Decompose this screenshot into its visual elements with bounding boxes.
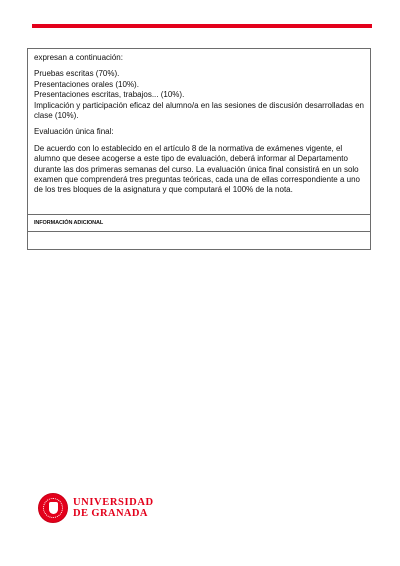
university-logo (38, 493, 154, 523)
single-eval-text: De acuerdo con lo establecido en el artículo 8 de la normativa de exámenes vigente, el alumno que desee acogerse a este tipo de evaluación, deberá informar al Departamento durante las dos primeras semanas del curso. La evaluación única final consistirá en un solo examen que comprenderá tres preguntas teóricas, cada una de ellas correspondiente a uno de los tres bloques de la asignatura y que computará el 100% de la nota. (34, 143, 360, 195)
content-table (27, 48, 371, 250)
intro-text: expresan a continuación: (34, 53, 123, 62)
evaluation-cell (28, 49, 370, 214)
single-eval-title: Evaluación única final: (34, 127, 114, 137)
logo-line-1: UNIVERSIDAD (73, 497, 154, 508)
university-seal-icon (38, 493, 68, 523)
grading-list (34, 69, 364, 121)
grading-item: Presentaciones orales (10%). (34, 79, 139, 89)
logo-line-2: DE GRANADA (73, 508, 148, 519)
grading-item: Pruebas escritas (70%). (34, 69, 120, 79)
empty-cell (28, 231, 370, 249)
top-red-rule (32, 24, 372, 28)
grading-item: Presentaciones escritas, trabajos... (10%). (34, 90, 185, 100)
section-header-additional-info: INFORMACIÓN ADICIONAL (28, 214, 370, 231)
logo-wordmark (73, 497, 154, 519)
grading-item: Implicación y participación eficaz del alumno/a en las sesiones de discusión desarrolladas en clase (10%). (34, 100, 364, 121)
